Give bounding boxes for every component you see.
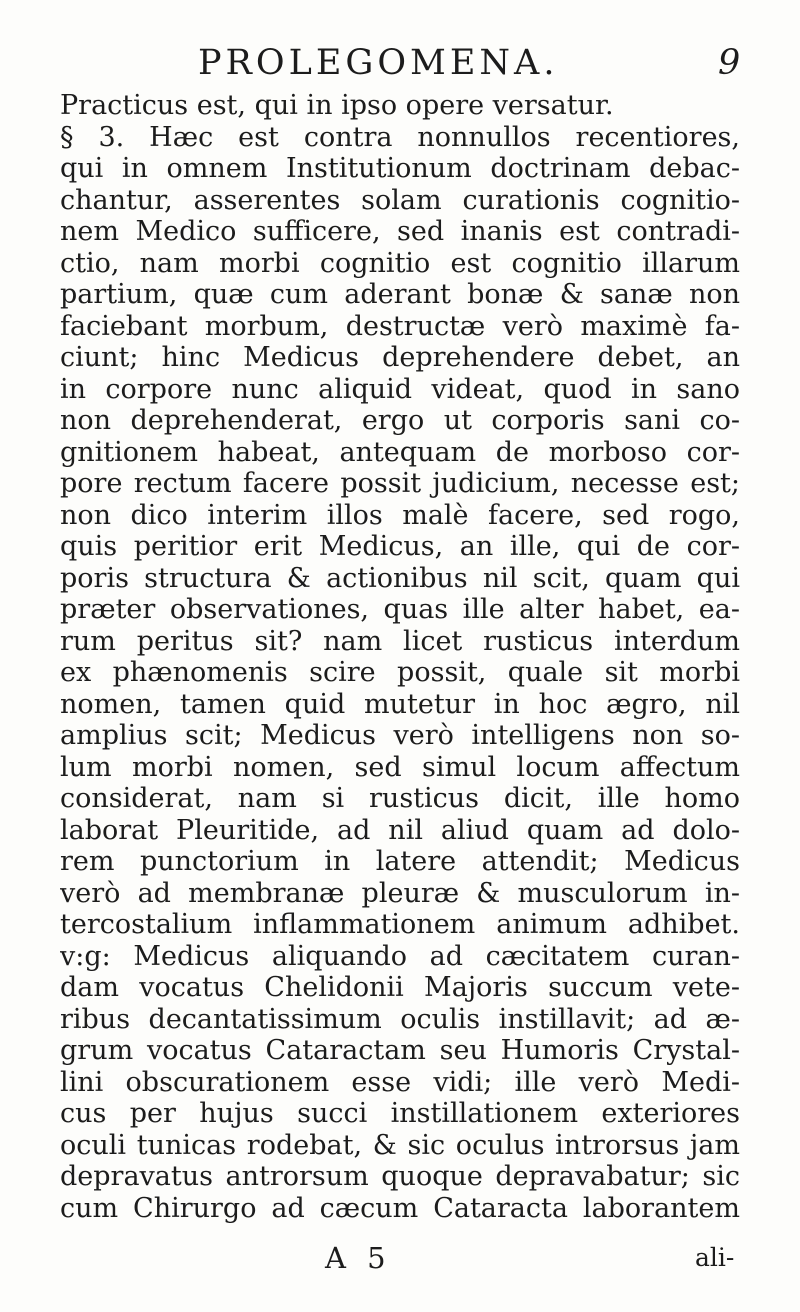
text-line: verò ad membranæ pleuræ & musculorum in- (60, 877, 740, 909)
text-line: depravatus antrorsum quoque depravabatur; sic (60, 1161, 740, 1192)
text-line: non deprehenderat, ergo ut corporis sani co- (60, 405, 740, 436)
text-line: in corpore nunc aliquid videat, quod in sano (60, 373, 740, 405)
text-line: oculi tunicas rodebat, & sic oculus introrsus jam (60, 1129, 740, 1161)
text-line: ciunt; hinc Medicus deprehendere debet, an (60, 342, 740, 373)
text-line: § 3. Hæc est contra nonnullos recentiores, (60, 121, 740, 153)
text-line: quis peritior erit Medicus, an ille, qui de cor- (60, 531, 740, 562)
signature-mark: A 5 (325, 1241, 392, 1275)
text-line: rum peritus sit? nam licet rusticus interdum (60, 625, 740, 657)
text-line: rem punctorium in latere attendit; Medicus (60, 846, 740, 877)
text-line: cus per hujus succi instillationem exteriores (60, 1098, 740, 1129)
text-line: pore rectum facere possit judicium, necesse est; (60, 468, 740, 499)
text-line: gnitionem habeat, antequam de morboso cor- (60, 436, 740, 468)
text-line: faciebant morbum, destructæ verò maximè fa- (60, 310, 740, 342)
running-head (0, 38, 800, 88)
text-line: ribus decantatissimum oculis instillavit; ad æ- (60, 1003, 740, 1035)
text-line: chantur, asserentes solam curationis cognitio- (60, 184, 740, 216)
text-line: poris structura & actionibus nil scit, quam qui (60, 562, 740, 594)
text-line: nem Medico sufficere, sed inanis est contradi- (60, 216, 740, 247)
running-head-title: PROLEGOMENA. (198, 43, 559, 83)
text-line: amplius scit; Medicus verò intelligens non so- (60, 720, 740, 751)
page-footer (0, 1238, 800, 1278)
text-line: dam vocatus Chelidonii Majoris succum vete- (60, 972, 740, 1003)
text-line: ex phænomenis scire possit, quale sit morbi (60, 657, 740, 688)
text-line: cum Chirurgo ad cæcum Cataracta laborantem (60, 1192, 740, 1224)
text-line: v:g: Medicus aliquando ad cæcitatem curan- (60, 940, 740, 972)
text-line: lini obscurationem esse vidi; ille verò Medi- (60, 1066, 740, 1098)
text-line: laborat Pleuritide, ad nil aliud quam ad dolo- (60, 814, 740, 846)
page-number: 9 (718, 43, 741, 83)
text-line: Practicus est, qui in ipso opere versatur. (60, 90, 614, 121)
text-line: nomen, tamen quid mutetur in hoc ægro, nil (60, 688, 740, 720)
catchword: ali- (695, 1243, 735, 1272)
text-line: ctio, nam morbi cognitio est cognitio illarum (60, 247, 740, 279)
text-line: lum morbi nomen, sed simul locum affectum (60, 751, 740, 783)
body-text (60, 90, 740, 1224)
text-line: præter observationes, quas ille alter habet, ea- (60, 594, 740, 625)
text-line: tercostalium inflammationem animum adhibet. (60, 909, 740, 940)
text-line: qui in omnem Institutionum doctrinam debac- (60, 153, 740, 184)
text-line: considerat, nam si rusticus dicit, ille homo (60, 783, 740, 814)
text-line: grum vocatus Cataractam seu Humoris Crystal- (60, 1035, 740, 1066)
text-line: non dico interim illos malè facere, sed rogo, (60, 499, 740, 531)
text-line: partium, quæ cum aderant bonæ & sanæ non (60, 279, 740, 310)
